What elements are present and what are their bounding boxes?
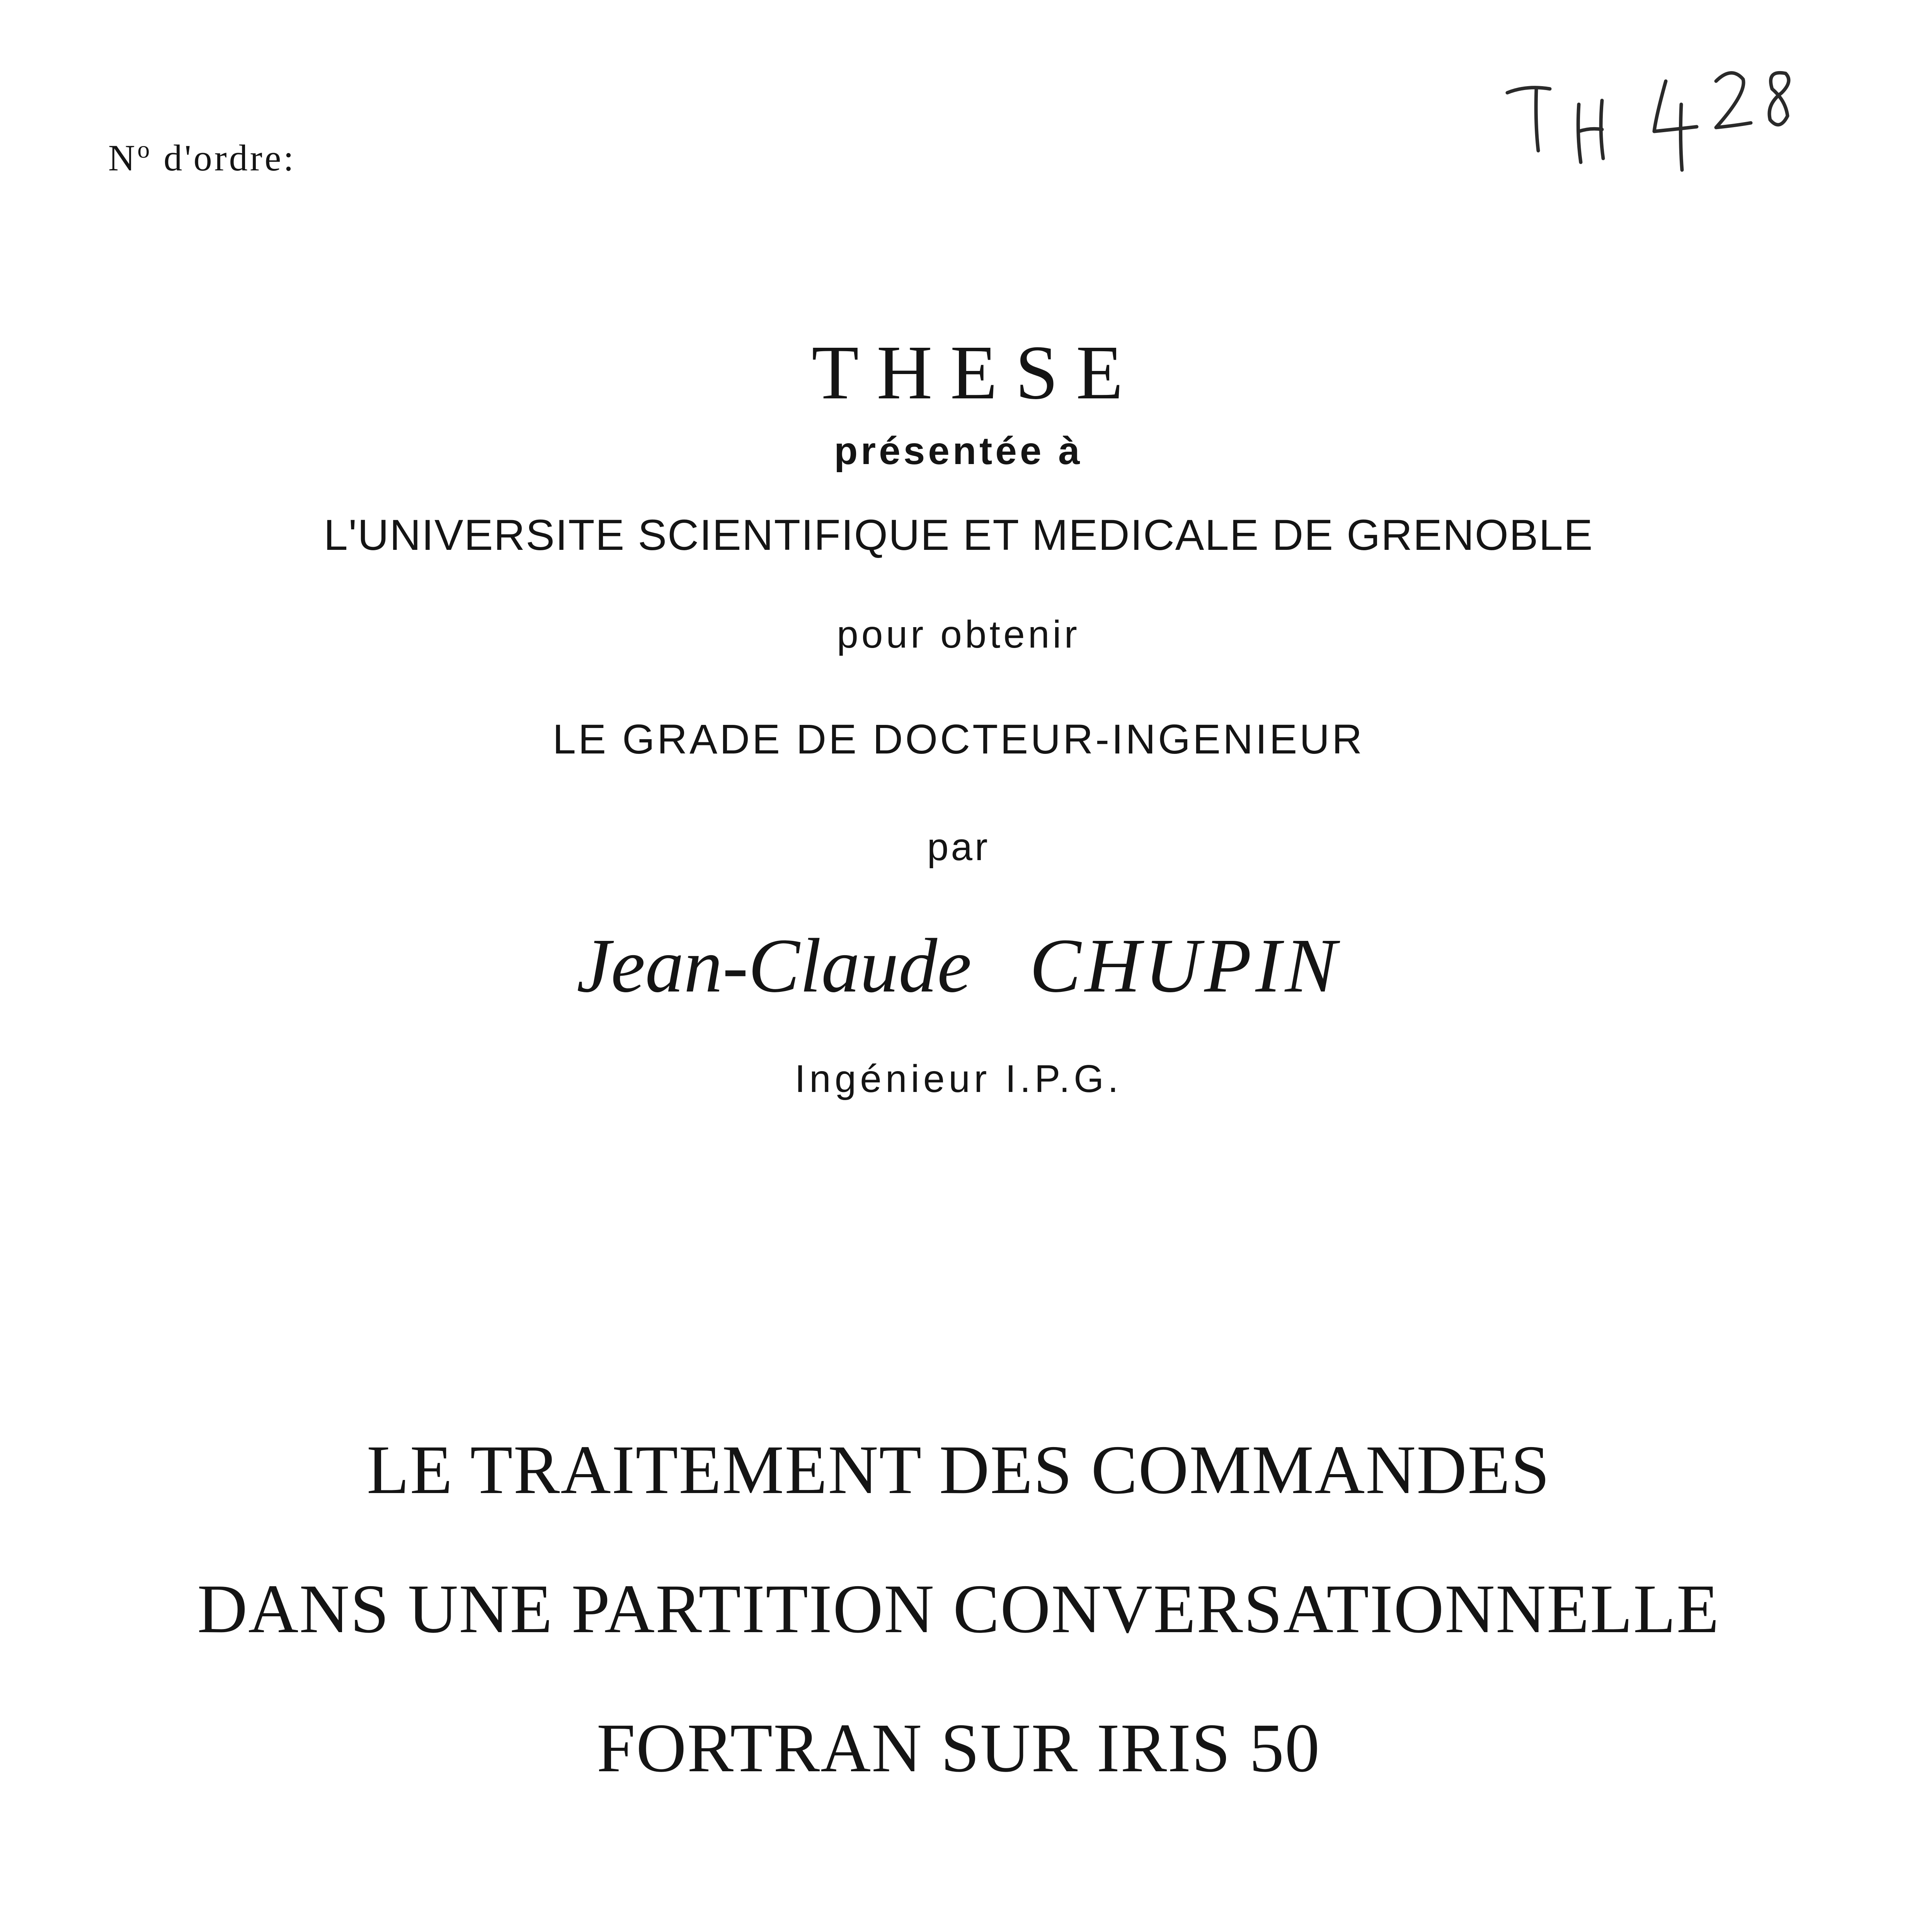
thesis-title-line-1: LE TRAITEMENT DES COMMANDES [366, 1431, 1551, 1508]
presented-to-label: présentée à [834, 429, 1083, 473]
author-name [0, 922, 1917, 1010]
order-number-label: d'ordre: [163, 137, 296, 179]
thesis-title-line-2: DANS UNE PARTITION CONVERSATIONNELLE [197, 1570, 1720, 1647]
by-label: par [927, 825, 990, 869]
order-number-prefix: N [108, 137, 138, 179]
thesis-title-line-3: FORTRAN SUR IRIS 50 [596, 1709, 1321, 1786]
degree-name: LE GRADE DE DOCTEUR-INGENIEUR [552, 716, 1365, 762]
thesis-label: THESE [811, 330, 1141, 415]
order-number [108, 135, 296, 179]
author-last-name: CHUPIN [1029, 923, 1341, 1009]
to-obtain-label: pour obtenir [837, 613, 1080, 656]
author-first-name: Jean-Claude [576, 923, 972, 1009]
author-title: Ingénieur I.P.G. [795, 1057, 1122, 1100]
order-number-sup: o [137, 136, 152, 163]
university-name: L'UNIVERSITE SCIENTIFIQUE ET MEDICALE DE GRENOBLE [323, 511, 1594, 559]
handwritten-reference-mark [1500, 58, 1809, 197]
